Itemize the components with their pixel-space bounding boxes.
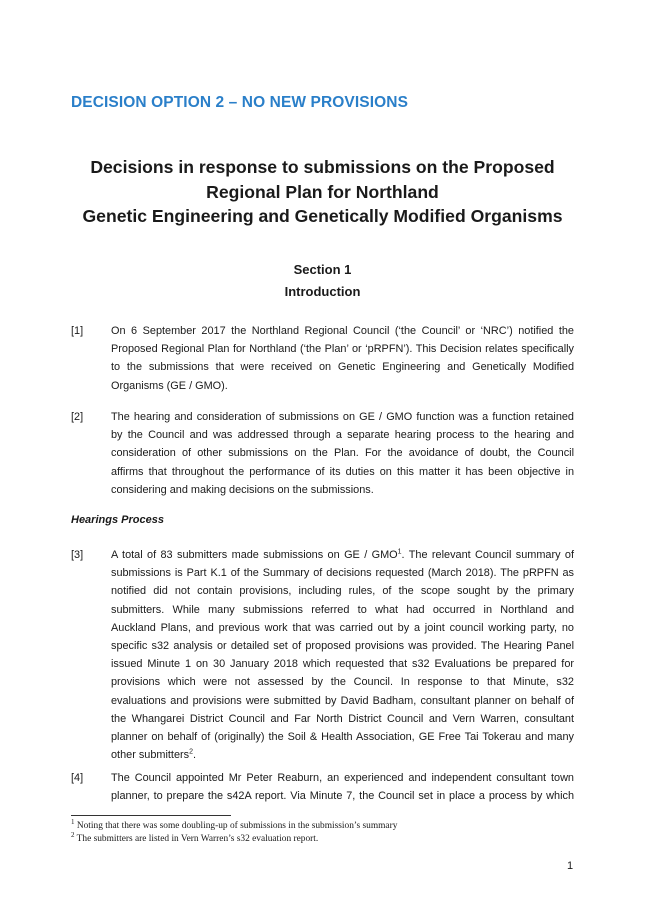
text-line: notified did not contain provisions, including rules, of the scope sought by the primary [111,585,574,598]
document-title [40,155,605,229]
paragraph-number: [4] [71,772,84,784]
subheading-hearings-process: Hearings Process [71,514,164,526]
decision-option-heading: DECISION OPTION 2 – NO NEW PROVISIONS [71,94,409,111]
section-label: Section 1 [293,262,352,277]
text-line: to the submissions that were received on Genetic Engineering and Genetically Modified [111,361,574,374]
section-name: Introduction [284,284,361,299]
title-line-1: Decisions in response to submissions on the Proposed [90,157,555,177]
paragraph-text [111,408,574,499]
footnote-2: $^2$ The submitters are listed in Vern Warren’s s32 evaluation report. [71,830,319,844]
title-line-2: Regional Plan for Northland [206,181,439,202]
text-line: The hearing and consideration of submissions on GE / GMO function was a function retained [111,411,574,423]
section-heading [0,259,645,303]
footnote-ref-1[interactable]: 1 [397,548,402,556]
text-line: The Council appointed Mr Peter Reaburn, an experienced and independent consultant town [111,772,574,784]
text-line: Proposed Regional Plan for Northland (‘the Plan’ or ‘pRPFN’). This Decision relates specifically [111,343,574,356]
text-line: provisions which were not assessed by the Council. In response to that Minute, s32 [111,676,574,689]
paragraph-number: [2] [71,411,84,423]
text-line: On 6 September 2017 the Northland Regional Council (‘the Council’ or ‘NRC’) notified the [111,325,574,337]
text-line: consideration of other submissions on the Plan. For the avoidance of doubt, the Council [111,447,574,460]
paragraph-1 [71,322,574,395]
text-line: the Whangarei District Council and Far North District Council and Vern Warren, consultant [111,712,574,725]
text-line: affirms that throughout the performance of its duties on this matter it has been objective in [111,465,574,478]
paragraph-4 [71,769,574,805]
paragraph-number: [1] [71,325,84,337]
text-line: submitters. While many submissions referred to what had occurred in Northland and [111,603,574,616]
paragraph-text [111,546,574,764]
paragraph-2 [71,408,574,499]
text-line: other submitters$^2$. [111,748,197,762]
paragraph-text [111,322,574,395]
title-line-3: Genetic Engineering and Genetically Modified Organisms [82,206,563,226]
text-line: Auckland Plans, and previous work that was carried out by a joint council working party, no [111,621,574,634]
text-line: submissions is Part K.1 of the Summary of decisions requested (March 2018). The pRPFN as [111,567,574,580]
text-line: A total of 83 submitters made submissions on GE / GMO$^1$. The relevant Council summary of [111,548,574,561]
text-line: planner, to prepare the s42A report. Via Minute 7, the Council set in place a process by which [111,790,574,803]
page-number: 1 [567,860,574,872]
text-line: evaluations and provisions were submitted by David Badham, consultant planner on behalf of [111,694,574,707]
text-line: Organisms (GE / GMO). [111,379,228,392]
paragraph-3 [71,546,574,764]
text-line: planner on behalf of (originally) the Soil & Health Association, GE Free Tai Tokerau and many [111,731,574,744]
footnote-divider [71,815,231,816]
footnote-ref-2[interactable]: 2 [189,748,193,756]
footnotes [71,817,398,846]
text-line: by the Council and was addressed through a separate hearing process to the hearing and [111,429,574,442]
text-line: issued Minute 1 on 30 January 2018 which requested that s32 Evaluations be prepared for [111,658,574,671]
text-line: considering and making decisions on the submissions. [111,483,374,496]
paragraph-text [111,769,574,805]
footnote-1: $^1$ Noting that there was some doubling-up of submissions in the submission’s summary [71,817,398,831]
text-line: specific s32 analysis or detailed set of proposed provisions was provided. The Hearing Panel [111,640,574,653]
paragraph-number: [3] [71,549,84,561]
